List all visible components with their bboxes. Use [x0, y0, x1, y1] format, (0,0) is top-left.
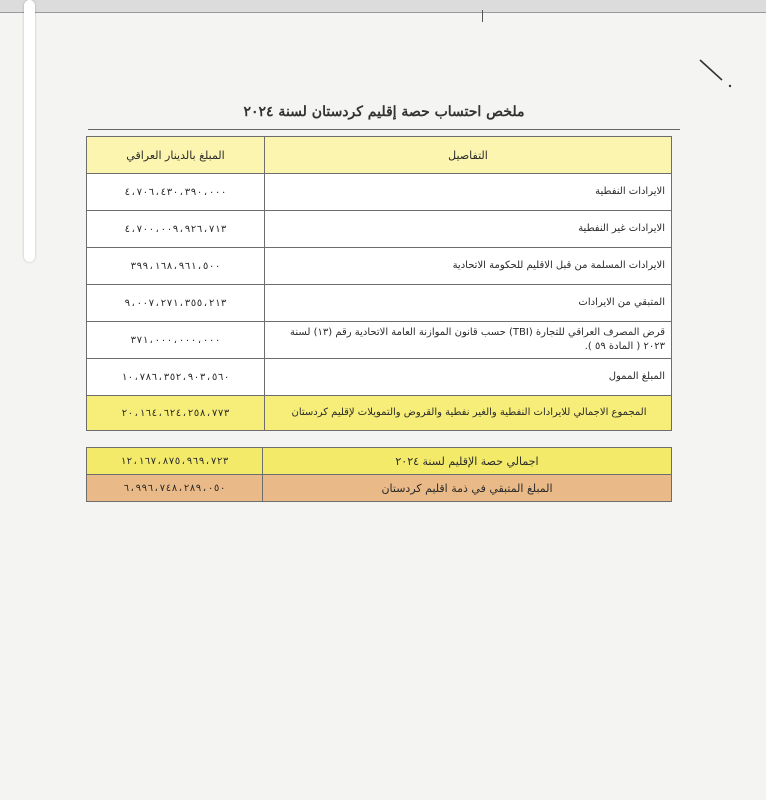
total-detail: المجموع الاجمالي للايرادات النفطية والغير نفطية والقروض والتمويلات لإقليم كردستان: [265, 396, 672, 431]
table-row: [87, 174, 672, 211]
top-bar-divider: [0, 12, 766, 13]
table-row: [87, 211, 672, 248]
row-amount: ٣٧١،٠٠٠،٠٠٠،٠٠٠: [87, 322, 265, 359]
table-row: [87, 322, 672, 359]
row-amount: ٩،٠٠٧،٢٧١،٣٥٥،٢١٣: [87, 285, 265, 322]
page-tick-mark: [482, 10, 483, 22]
table-header-row: [87, 137, 672, 174]
region-share-label: اجمالي حصة الإقليم لسنة ٢٠٢٤: [263, 448, 672, 475]
title-underline: [88, 129, 680, 130]
total-amount: ٢٠،١٦٤،٦٢٤،٢٥٨،٧٧٣: [87, 396, 265, 431]
row-amount: ١٠،٧٨٦،٣٥٢،٩٠٣،٥٦٠: [87, 359, 265, 396]
amount-header: المبلغ بالدينار العراقي: [87, 137, 265, 174]
top-bar: [0, 0, 766, 12]
remaining-balance-label: المبلغ المتبقي في ذمة اقليم كردستان: [263, 475, 672, 502]
row-detail: المتبقي من الايرادات: [265, 285, 672, 322]
remaining-balance-row: [87, 475, 672, 502]
page-title: ملخص احتساب حصة إقليم كردستان لسنة ٢٠٢٤: [243, 104, 525, 120]
row-detail: المبلغ الممول: [265, 359, 672, 396]
row-amount: ٤،٧٠٦،٤٣٠،٣٩٠،٠٠٠: [87, 174, 265, 211]
row-detail: الايرادات غير النفطية: [265, 211, 672, 248]
row-detail: قرض المصرف العراقي للتجارة (TBI) حسب قانون الموازنة العامة الاتحادية رقم (١٣) لسنة ٢٠٢٣ ( المادة ٥٩ ).: [265, 322, 672, 359]
total-row: [87, 396, 672, 431]
table-row: [87, 248, 672, 285]
scroll-handle[interactable]: [24, 0, 35, 262]
region-share-amount: ١٢،١٦٧،٨٧٥،٩٦٩،٧٢٣: [87, 448, 263, 475]
row-amount: ٣٩٩،١٦٨،٩٦١،٥٠٠: [87, 248, 265, 285]
table-row: [87, 359, 672, 396]
remaining-balance-amount: ٦،٩٩٦،٧٤٨،٢٨٩،٠٥٠: [87, 475, 263, 502]
row-amount: ٤،٧٠٠،٠٠٩،٩٢٦،٧١٣: [87, 211, 265, 248]
pen-mark-icon: [696, 40, 736, 90]
row-detail: الايرادات المسلمة من قبل الاقليم للحكومة الاتحادية: [265, 248, 672, 285]
row-detail: الايرادات النفطية: [265, 174, 672, 211]
summary-table: [86, 447, 672, 502]
revenue-table: [86, 136, 672, 431]
region-share-row: [87, 448, 672, 475]
details-header: التفاصيل: [265, 137, 672, 174]
table-row: [87, 285, 672, 322]
